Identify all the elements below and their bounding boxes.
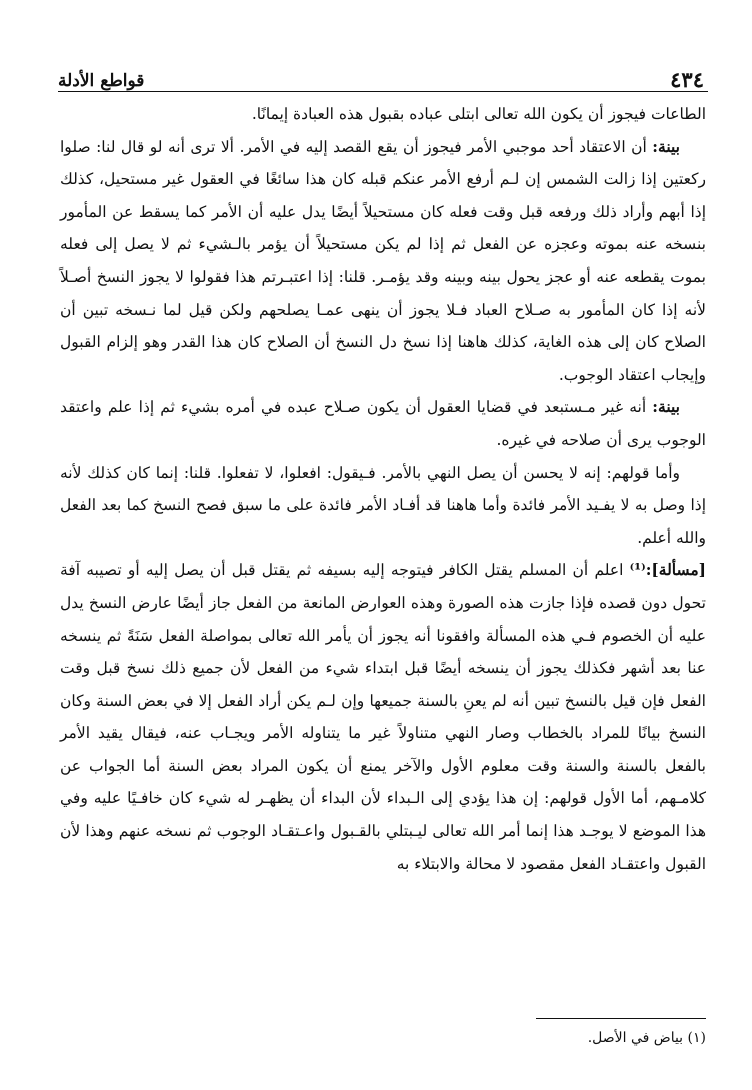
main-text bbox=[60, 98, 706, 880]
paragraph-body: أنه غير مـستبعد في قضايا العقول أن يكون صـلاح عبده في أمره بشيء ثم إذا علم واعتقد الوجوب يرى أن صلاحه في غيره. bbox=[60, 398, 706, 449]
paragraph-body: الطاعات فيجوز أن يكون الله تعالى ابتلى عباده بقبول هذه العبادة إيمانًا. bbox=[251, 105, 706, 123]
footnote-rule bbox=[536, 1018, 706, 1019]
footnote: (١) بياض في الأصل. bbox=[587, 1030, 706, 1046]
paragraph-5 bbox=[60, 554, 706, 880]
page-header bbox=[58, 56, 708, 90]
paragraph-body: أن الاعتقاد أحد موجبي الأمر فيجوز أن يقع القصد إليه في الأمر. ألا ترى أنه لو قال لنا: صلوا ركعتين إذا زالت الشمس إن لـم أرفع الأمر عنكم قبله كان هذا سائغًا في العقول غير مستحيل، كذلك إذا أبهم وأراد ذلك ورفعه قبل وقت فعله كان مستحيلاً أيضًا يدل عليه أن الأمر كما يسقط عن المأمور بنسخه عنه بموته وعجزه عن الفعل ثم إذا لم يكن مستحيلاً أن يؤمر بالـشيء ثم لا يصل إلى فعله بموت يقطعه عنه أو عجز يحول بينه وبينه وقد يؤمـر. قلنا: إذا اعتبـرتم هذا فقولوا لا يجوز النسخ أصـلاً لأنه إذا كان المأمور به صـلاح العباد فـلا يجوز أن ينهى عمـا يصلحهم ولكن قيل لما نـسخه تبين أن الصلاح كان إلى هذه الغاية، كذلك هاهنا إذا نسخ دل النسخ أن الصلاح كان هذا القدر وهو إلزام القبول وإيجاب اعتقاد الوجوب. bbox=[60, 137, 706, 384]
paragraph-1 bbox=[60, 98, 706, 131]
section-heading: [مسألة]:⁽¹⁾ bbox=[629, 560, 706, 580]
paragraph-3 bbox=[60, 391, 706, 456]
paragraph-body: اعلم أن المسلم يقتل الكافر فيتوجه إليه بسيفه ثم يقتل قبل أن يصل إليه أو تصيبه آفة تحول دون قصده فإذا جازت هذه الصورة وهذه العوارض المانعة من الفعل جاز أيضًا عارض النسخ يدل عليه أن الخصوم فـي هذه المسألة وافقونا أنه يجوز أن يأمر الله تعالى بمواصلة الفعل سَنَةً ثم ينسخه عنا بعد أشهر فكذلك يجوز أن ينسخه أيضًا قبل ابتداء شيء من الفعل لأن جميع ذلك نسخ قبل وقت الفعل فإن قيل بالنسخ تبين أنه لم يعنِ بالسنة جميعها وإن لـم يكن أراد الفعل إلا في بعض السنة وكان النسخ بيانًا للمراد بالخطاب وصار النهي متناولاً غير ما يتناوله الأمر ويجـاب عنه، فيقال يقيد الأمر بالفعل بالسنة والسنة وقت معلوم الأول والآخر يمنع أن يكون المراد بعض السنة أما الجواب عن كلامـهم، أما الأول قولهم: إن هذا يؤدي إلى الـبداء لأن البداء أن يظهـر له شيء كان خافـيًا عليه وفي هذا الموضع لا يوجـد هذا إنما أمر الله تعالى ليـبتلي بالقـبول واعـتقـاد الوجوب ثم نسخه عنهم وهذا لأن القبول واعتقـاد الفعل مقصود لا محالة والابتلاء به bbox=[60, 561, 706, 873]
running-title: قواطع الأدلة bbox=[58, 71, 145, 91]
header-rule bbox=[58, 91, 708, 92]
paragraph-body: وأما قولهم: إنه لا يحسن أن يصل النهي بالأمر. فـيقول: افعلوا، لا تفعلوا. قلنا: إنما كان كذلك لأنه إذا وصل به لا يفـيد الأمر فائدة وأما هاهنا قد أفـاد الأمر فائدة على ما سبق فصح النسخ كما بعد الفعل والله أعلم. bbox=[60, 463, 707, 547]
paragraph-4 bbox=[60, 457, 706, 555]
paragraph-lead: بينة: bbox=[652, 397, 680, 417]
page-number: ٤٣٤ bbox=[670, 67, 704, 92]
paragraph-2 bbox=[60, 131, 706, 392]
paragraph-lead: بينة: bbox=[652, 136, 680, 156]
